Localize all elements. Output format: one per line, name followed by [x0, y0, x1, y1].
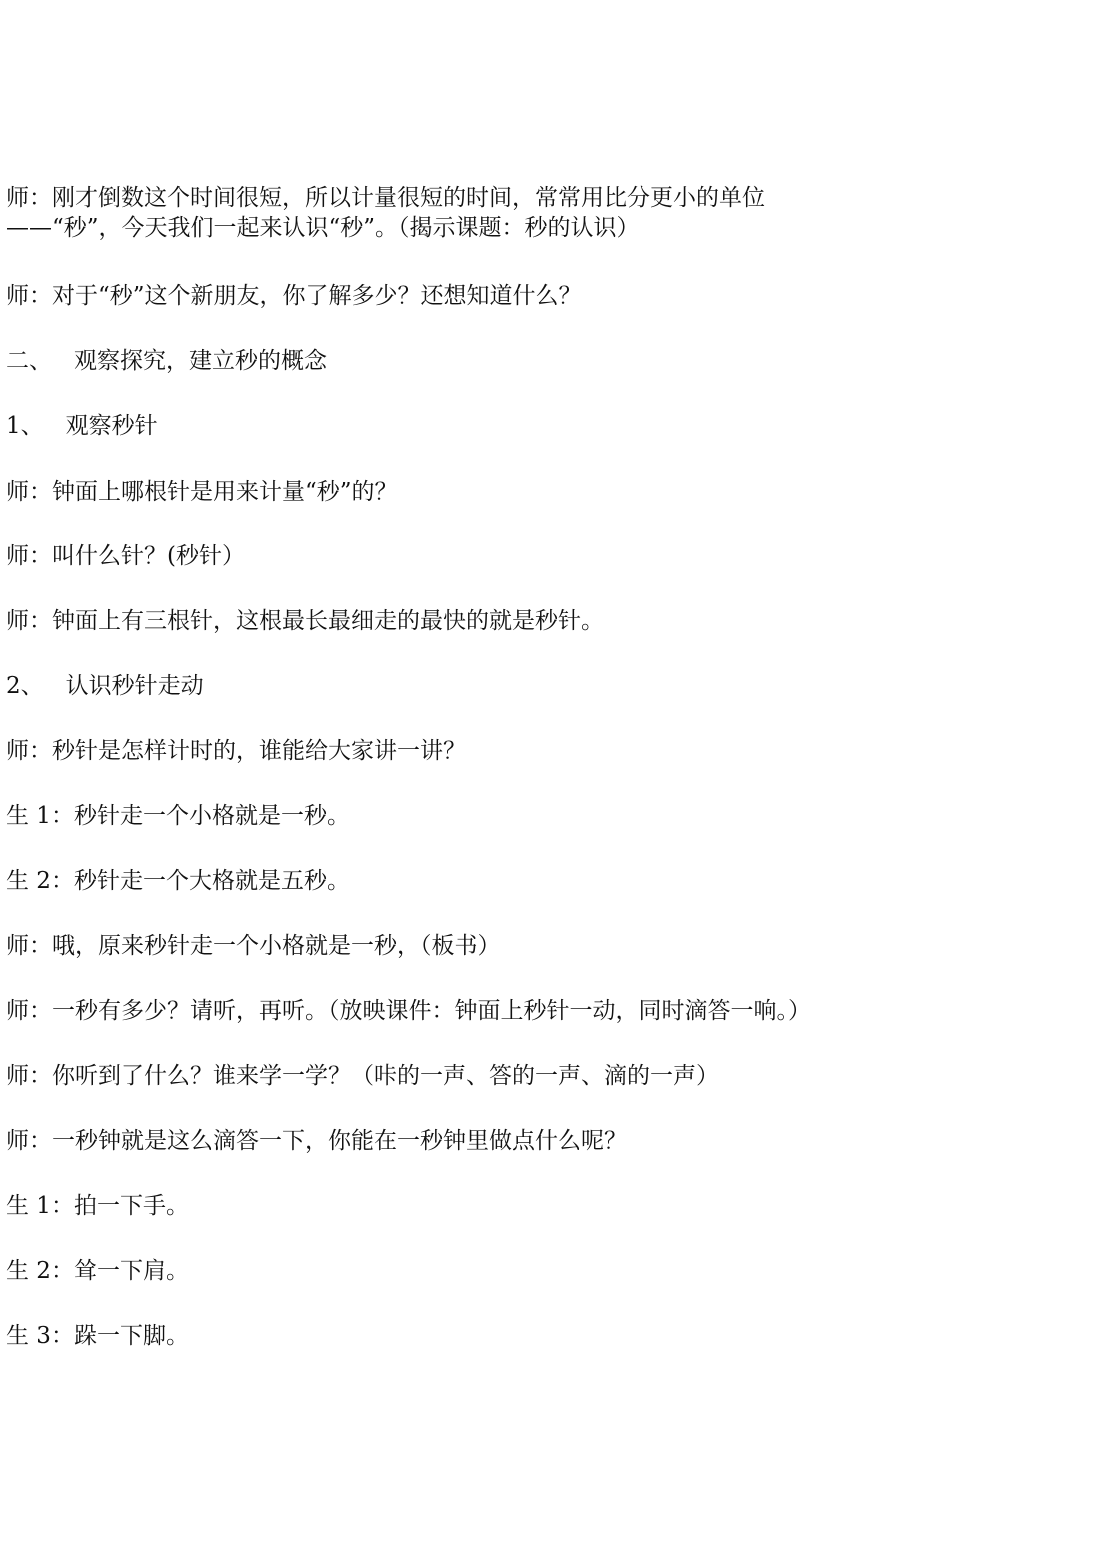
student-1-answer-clap: 生 1：拍一下手。	[6, 1193, 189, 1219]
teacher-question-new-friend: 师：对于“秒”这个新朋友，你了解多少？还想知道什么？	[6, 283, 582, 309]
step-2-title: 认识秒针走动	[65, 673, 204, 699]
intro-paragraph-line-1: 师：刚才倒数这个时间很短，所以计量很短的时间，常常用比分更小的单位	[6, 185, 765, 211]
student-3-answer-stamp: 生 3：跺一下脚。	[6, 1323, 189, 1349]
section-2-number: 二、	[6, 348, 52, 374]
student-2-answer-shrug: 生 2：耸一下肩。	[6, 1258, 189, 1284]
teacher-question-how-count: 师：秒针是怎样计时的，谁能给大家讲一讲？	[6, 738, 466, 764]
student-1-answer-small-grid: 生 1：秒针走一个小格就是一秒。	[6, 803, 350, 829]
teacher-question-heard: 师：你听到了什么？谁来学一学？（咔的一声、答的一声、滴的一声）	[6, 1063, 719, 1089]
section-2-heading	[6, 346, 327, 376]
student-2-answer-big-grid: 生 2：秒针走一个大格就是五秒。	[6, 868, 350, 894]
step-1-heading	[6, 411, 158, 441]
teacher-statement-three-hands: 师：钟面上有三根针，这根最长最细走的最快的就是秒针。	[6, 608, 604, 634]
step-1-number: 1、	[6, 413, 44, 439]
step-2-number: 2、	[6, 673, 44, 699]
step-1-title: 观察秒针	[65, 413, 158, 439]
step-2-heading	[6, 671, 204, 701]
teacher-statement-listen: 师：一秒有多少？请听，再听。（放映课件：钟面上秒针一动，同时滴答一响。）	[6, 998, 811, 1024]
teacher-question-which-hand: 师：钟面上哪根针是用来计量“秒”的？	[6, 479, 398, 505]
teacher-question-one-second: 师：一秒钟就是这么滴答一下，你能在一秒钟里做点什么呢？	[6, 1128, 627, 1154]
teacher-statement-board: 师：哦，原来秒针走一个小格就是一秒，（板书）	[6, 933, 501, 959]
teacher-question-name: 师：叫什么针？(秒针）	[6, 543, 245, 569]
intro-paragraph-line-2: ——“秒”，今天我们一起来认识“秒”。（揭示课题：秒的认识）	[6, 215, 640, 241]
section-2-title: 观察探究，建立秒的概念	[74, 348, 327, 374]
